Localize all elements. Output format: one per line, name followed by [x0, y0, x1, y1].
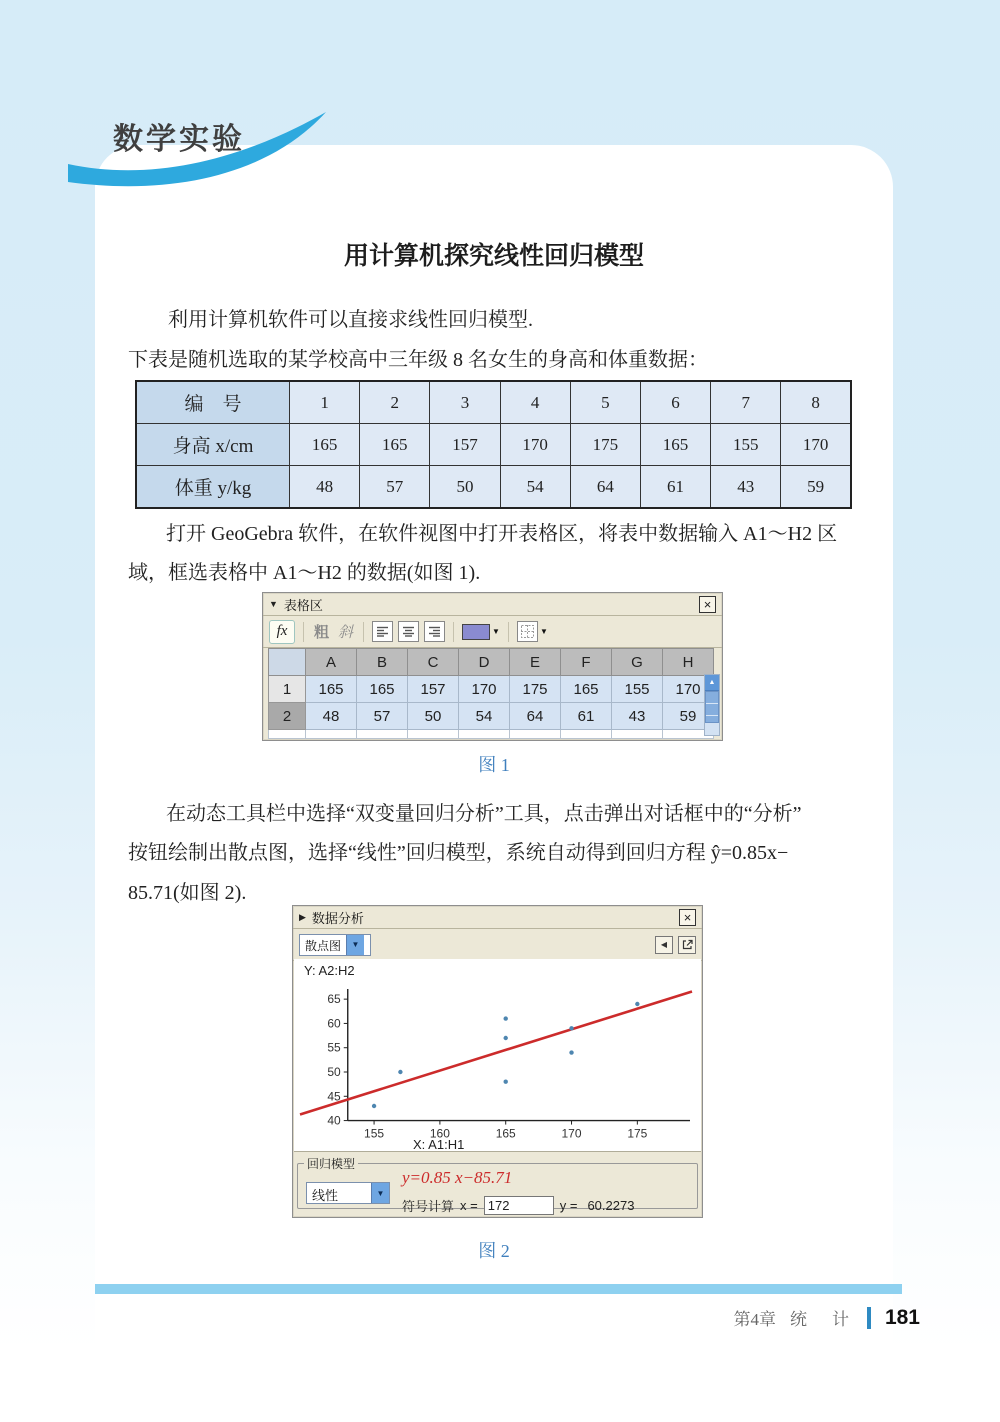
chevron-down-icon: ▼	[539, 627, 548, 636]
function-fx-button[interactable]: fx	[269, 620, 295, 644]
select-all-corner[interactable]	[269, 649, 306, 676]
chevron-down-icon[interactable]: ▼	[346, 935, 364, 955]
table-row-label: 体重 y/kg	[136, 466, 290, 509]
spreadsheet-cell	[357, 730, 408, 739]
table-cell: 54	[500, 466, 570, 509]
analysis-titlebar	[293, 906, 702, 929]
table-cell: 170	[500, 424, 570, 466]
row-header	[269, 730, 306, 739]
chevron-down-icon: ▼	[492, 627, 500, 636]
table-cell: 3	[430, 381, 500, 424]
spreadsheet-cell	[408, 730, 459, 739]
table-cell: 8	[781, 381, 851, 424]
paragraph-4-line1: 在动态工具栏中选择“双变量回归分析”工具，点击弹出对话框中的“分析”	[166, 803, 802, 825]
spreadsheet-cell	[459, 730, 510, 739]
y-equals-label: y =	[559, 1198, 578, 1213]
regression-equation: y=0.85 x−85.71	[402, 1168, 513, 1187]
spreadsheet-cell[interactable]: 48	[306, 703, 357, 730]
chevron-down-icon[interactable]: ▼	[371, 1183, 389, 1203]
spreadsheet-cell[interactable]: 165	[306, 676, 357, 703]
figure-1-caption: 图 1	[478, 755, 510, 775]
regression-model-dropdown[interactable]	[306, 1182, 390, 1204]
align-left-button[interactable]	[372, 621, 393, 642]
chart-type-value: 散点图	[305, 938, 342, 953]
analysis-window-title: 数据分析	[311, 910, 364, 926]
cell-borders-button[interactable]	[517, 621, 548, 642]
geogebra-spreadsheet-window	[262, 592, 723, 741]
table-cell: 50	[430, 466, 500, 509]
collapse-right-icon[interactable]: ▶	[299, 911, 306, 922]
row-header[interactable]: 1	[269, 676, 306, 703]
collapse-down-icon[interactable]: ▼	[269, 599, 278, 609]
close-icon[interactable]: ×	[679, 909, 696, 926]
table-cell: 4	[500, 381, 570, 424]
geogebra-analysis-window	[292, 905, 703, 1218]
spreadsheet-cell[interactable]: 155	[612, 676, 663, 703]
spreadsheet-cell[interactable]: 170	[459, 676, 510, 703]
table-row	[136, 466, 851, 509]
figure-2-caption: 图 2	[478, 1241, 510, 1261]
toolbar-separator	[363, 622, 364, 642]
paragraph-4-line3: 85.71(如图 2).	[128, 882, 247, 904]
spreadsheet-cell[interactable]: 175	[510, 676, 561, 703]
align-center-icon	[403, 626, 414, 637]
spreadsheet-grid	[268, 648, 714, 739]
spreadsheet-row	[269, 703, 714, 730]
symbolic-evaluation-row	[402, 1196, 634, 1215]
scatter-chart-area	[294, 959, 701, 1152]
vertical-scrollbar[interactable]	[704, 674, 720, 736]
table-cell: 7	[711, 381, 781, 424]
table-cell: 1	[290, 381, 360, 424]
spreadsheet-cell[interactable]: 54	[459, 703, 510, 730]
svg-text:170: 170	[561, 1126, 582, 1141]
borders-grid-icon	[517, 621, 538, 642]
toolbar-separator	[508, 622, 509, 642]
paragraph-3-line1: 打开 GeoGebra 软件，在软件视图中打开表格区，将表中数据输入 A1～H2 区	[166, 523, 838, 545]
column-header[interactable]: H	[663, 649, 714, 676]
spreadsheet-cell[interactable]: 165	[357, 676, 408, 703]
symbolic-label: 符号计算	[402, 1199, 455, 1214]
svg-text:50: 50	[327, 1065, 341, 1079]
table-cell: 64	[570, 466, 640, 509]
column-header[interactable]: E	[510, 649, 561, 676]
color-swatch-icon	[462, 624, 490, 640]
table-row-label: 身高 x/cm	[136, 424, 290, 466]
table-cell: 170	[781, 424, 851, 466]
spreadsheet-row-partial	[269, 730, 714, 739]
spreadsheet-cell[interactable]: 57	[357, 703, 408, 730]
table-cell: 165	[360, 424, 430, 466]
page-footer	[95, 1305, 920, 1330]
footer-accent-divider	[867, 1307, 871, 1329]
table-row-label: 编 号	[136, 381, 290, 424]
table-cell: 175	[570, 424, 640, 466]
y-axis-range-label: Y: A2:H2	[304, 963, 355, 978]
spreadsheet-cell[interactable]: 50	[408, 703, 459, 730]
column-header[interactable]: F	[561, 649, 612, 676]
export-button[interactable]	[678, 936, 696, 954]
svg-text:X: A1:H1: X: A1:H1	[413, 1137, 465, 1151]
table-row	[136, 381, 851, 424]
svg-text:40: 40	[327, 1113, 341, 1128]
close-icon[interactable]: ×	[699, 596, 716, 613]
column-header[interactable]: A	[306, 649, 357, 676]
paragraph-1: 利用计算机软件可以直接求线性回归模型.	[168, 309, 533, 331]
table-cell: 61	[640, 466, 710, 509]
table-cell: 48	[290, 466, 360, 509]
x-equals-label: x =	[460, 1198, 478, 1213]
regression-model-panel	[297, 1155, 698, 1214]
paragraph-2: 下表是随机选取的某学校高中三年级 8 名女生的身高和体重数据：	[128, 349, 708, 371]
table-cell: 57	[360, 466, 430, 509]
cell-color-button[interactable]	[462, 624, 500, 640]
paragraph-4-line2: 按钮绘制出散点图，选择“线性”回归模型，系统自动得到回归方程 ŷ=0.85x−	[128, 842, 789, 864]
spreadsheet-cell	[612, 730, 663, 739]
y-predicted-value: 60.2273	[587, 1198, 635, 1213]
regression-panel-legend: 回归模型	[307, 1157, 356, 1171]
italic-button[interactable]: 斜	[338, 624, 354, 641]
spreadsheet-toolbar	[263, 616, 722, 648]
column-header[interactable]: G	[612, 649, 663, 676]
svg-text:175: 175	[627, 1126, 648, 1141]
page-number: 181	[884, 1305, 920, 1329]
table-cell: 43	[711, 466, 781, 509]
svg-text:155: 155	[364, 1126, 385, 1141]
spreadsheet-window-title: 表格区	[283, 597, 323, 613]
table-cell: 2	[360, 381, 430, 424]
align-left-icon	[377, 626, 388, 637]
column-header[interactable]: C	[408, 649, 459, 676]
row-header[interactable]: 2	[269, 703, 306, 730]
x-value-input[interactable]: 172	[484, 1196, 554, 1215]
toolbar-separator	[303, 622, 304, 642]
spreadsheet-row	[269, 676, 714, 703]
footer-divider-bar	[95, 1284, 902, 1294]
bold-button[interactable]: 粗	[314, 624, 330, 641]
content-panel	[95, 145, 893, 1422]
back-arrow-button[interactable]: ◀	[655, 936, 673, 954]
svg-text:45: 45	[327, 1089, 341, 1104]
align-right-icon	[429, 626, 440, 637]
svg-text:55: 55	[327, 1040, 341, 1055]
svg-text:160: 160	[429, 1126, 450, 1141]
spreadsheet-cell[interactable]: 157	[408, 676, 459, 703]
toolbar-separator	[453, 622, 454, 642]
spreadsheet-cell[interactable]: 43	[612, 703, 663, 730]
table-row	[136, 424, 851, 466]
paragraph-3-line2: 域，框选表格中 A1～H2 的数据(如图 1).	[128, 562, 481, 584]
export-icon	[682, 939, 693, 950]
table-cell: 59	[781, 466, 851, 509]
chart-type-dropdown[interactable]	[299, 934, 371, 956]
spreadsheet-cell	[510, 730, 561, 739]
table-cell: 5	[570, 381, 640, 424]
spreadsheet-cell[interactable]: 61	[561, 703, 612, 730]
table-cell: 157	[430, 424, 500, 466]
spreadsheet-cell[interactable]: 165	[561, 676, 612, 703]
footer-chapter: 第4章	[733, 1310, 776, 1329]
svg-text:165: 165	[495, 1126, 516, 1141]
data-table	[135, 380, 852, 509]
regression-model-value: 线性	[312, 1188, 339, 1203]
scatter-plot	[298, 981, 694, 1151]
column-header[interactable]: B	[357, 649, 408, 676]
scroll-up-icon[interactable]: ▲	[705, 675, 719, 691]
table-cell: 165	[640, 424, 710, 466]
scrollbar-thumb[interactable]	[705, 691, 719, 723]
analysis-toolbar	[293, 929, 702, 961]
spreadsheet-cell[interactable]: 170	[663, 676, 714, 703]
page-title: 用计算机探究线性回归模型	[343, 242, 644, 270]
align-center-button[interactable]	[398, 621, 419, 642]
spreadsheet-cell[interactable]: 59	[663, 703, 714, 730]
table-cell: 155	[711, 424, 781, 466]
spreadsheet-cell	[561, 730, 612, 739]
spreadsheet-cell[interactable]: 64	[510, 703, 561, 730]
spreadsheet-cell	[306, 730, 357, 739]
page-header-label: 数学实验	[113, 123, 245, 156]
spreadsheet-titlebar	[263, 593, 722, 616]
table-cell: 165	[290, 424, 360, 466]
footer-section: 统 计	[789, 1310, 853, 1329]
table-cell: 6	[640, 381, 710, 424]
column-header[interactable]: D	[459, 649, 510, 676]
svg-text:65: 65	[327, 992, 341, 1007]
svg-text:60: 60	[327, 1016, 341, 1031]
align-right-button[interactable]	[424, 621, 445, 642]
